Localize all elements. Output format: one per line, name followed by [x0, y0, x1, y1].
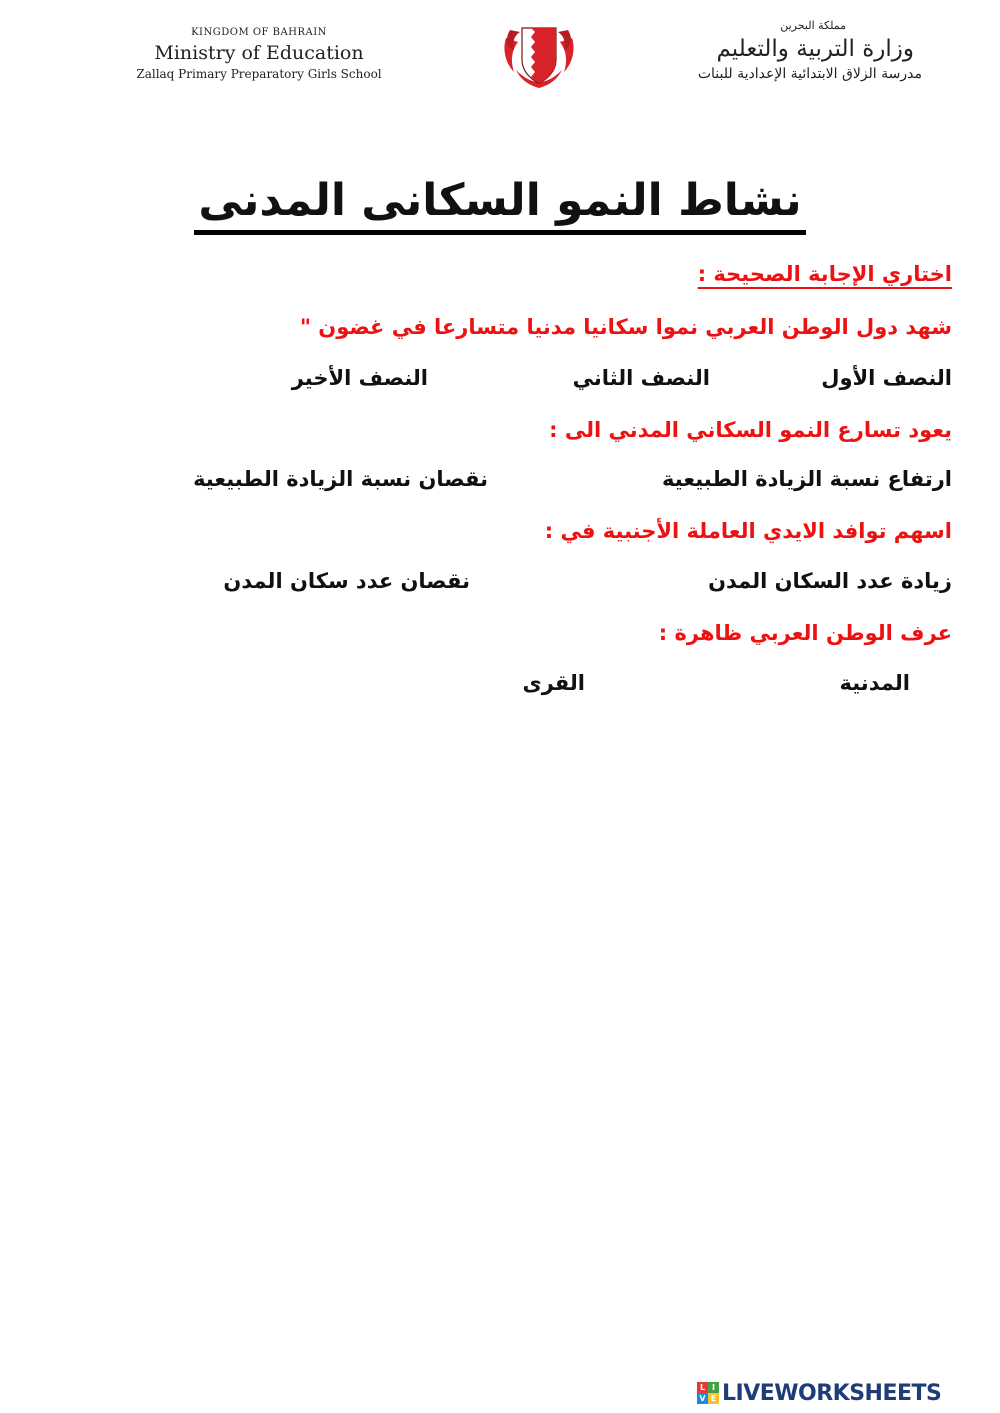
bahrain-emblem-icon: [500, 20, 578, 90]
q2-option-1[interactable]: ارتفاع نسبة الزيادة الطبيعية: [662, 467, 952, 491]
ministry-label: Ministry of Education: [154, 42, 364, 64]
logo-icon-letter: I: [708, 1382, 719, 1393]
kingdom-arabic-label: مملكة البحرين: [780, 19, 846, 32]
ministry-arabic-label: وزارة التربية والتعليم: [716, 36, 914, 62]
q4-option-2[interactable]: القرى: [522, 671, 585, 695]
header-arabic: [660, 18, 922, 84]
instruction: [192, 259, 952, 289]
q3-option-2[interactable]: نقصان عدد سكان المدن: [223, 569, 470, 593]
liveworksheets-icon: [697, 1382, 719, 1404]
logo-icon-letter: L: [697, 1382, 708, 1393]
page-title: [150, 168, 850, 234]
logo-icon-letter: E: [708, 1393, 719, 1404]
header-english: [128, 26, 390, 82]
q4-option-1[interactable]: المدنية: [839, 671, 910, 695]
q1-option-1[interactable]: النصف الأول: [821, 366, 952, 390]
question-2: يعود تسارع النمو السكاني المدني الى :: [549, 418, 952, 442]
logo-icon-letter: V: [697, 1393, 708, 1404]
instruction-text: اختاري الإجابة الصحيحة :: [697, 262, 952, 286]
question-1: شهد دول الوطن العربي نموا سكانيا مدنيا متسارعا في غضون ": [300, 315, 952, 339]
q2-option-2[interactable]: نقصان نسبة الزيادة الطبيعية: [193, 467, 488, 491]
school-arabic-label: مدرسة الزلاق الابتدائية الإعدادية للبنات: [697, 66, 922, 82]
q1-option-3[interactable]: النصف الأخير: [291, 366, 428, 390]
question-3: اسهم توافد الايدي العاملة الأجنبية في :: [544, 519, 952, 543]
question-4: عرف الوطن العربي ظاهرة :: [658, 621, 952, 645]
liveworksheets-text: LIVEWORKSHEETS: [722, 1380, 942, 1406]
kingdom-label: KINGDOM OF BAHRAIN: [191, 27, 327, 38]
page-title-text: نشاط النمو السكانى المدنى: [194, 175, 805, 235]
q3-option-1[interactable]: زيادة عدد السكان المدن: [708, 569, 952, 593]
school-label: Zallaq Primary Preparatory Girls School: [136, 67, 382, 81]
liveworksheets-logo: [697, 1379, 941, 1407]
q1-option-2[interactable]: النصف الثاني: [572, 366, 710, 390]
